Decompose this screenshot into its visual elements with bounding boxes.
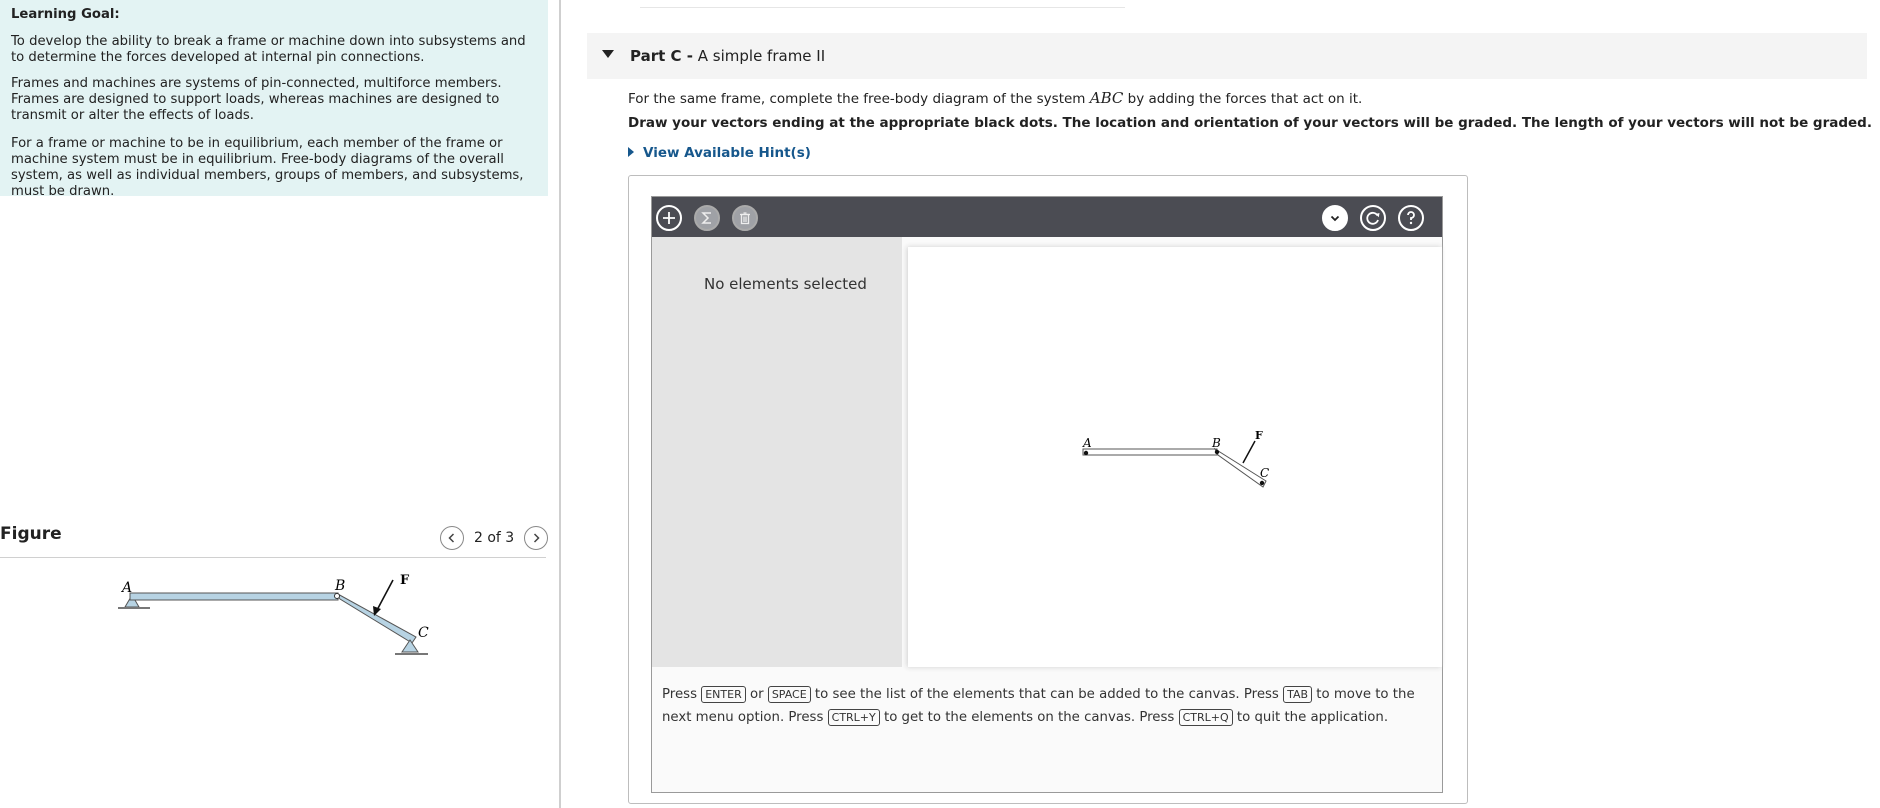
plus-icon [662,211,676,225]
pin-b [335,594,340,599]
help-text-5: to quit the application. [1236,710,1389,725]
no-selection-message: No elements selected [704,275,867,293]
learning-goal-paragraph-3: For a frame or machine to be in equilibrium, each member of the frame or machine system must be in equilibrium. Free-body diagrams of the overall system, as well as individual members, groups of members, and subsystems, must be drawn. [11,136,524,199]
chevron-down-icon [1329,212,1341,224]
instruction-text [628,89,1362,107]
key-space: SPACE [768,686,811,703]
fbd-toolbar [652,197,1442,237]
fbd-tool [628,175,1468,804]
figure-pager [440,526,548,550]
add-element-button[interactable] [656,205,682,231]
figure-title: Figure [0,524,62,544]
pin-support-c [402,640,418,652]
help-text-2: to see the list of the elements that can be added to the canvas. Press [814,687,1279,702]
force-f-arrowhead [373,606,381,616]
delete-button[interactable] [732,205,758,231]
drawing-canvas[interactable] [908,247,1442,667]
key-ctrl-q: CTRL+Q [1179,709,1233,726]
reset-icon [1365,210,1381,226]
learning-goal-box [0,0,548,199]
canvas-diagram [908,247,1442,667]
force-f-arrow [376,580,393,612]
next-figure-button[interactable] [524,526,548,550]
fbd-tool-inner [651,196,1443,793]
trash-icon [738,211,752,225]
help-text-4: to get to the elements on the canvas. Press [883,710,1175,725]
chevron-left-icon [447,533,457,543]
canvas-dot-c[interactable] [1260,481,1264,485]
key-enter: ENTER [701,686,746,703]
help-text-3: to move to the next menu option. Press [662,687,1415,725]
learning-goal-paragraph-2: Frames and machines are systems of pin-connected, multiforce members. Frames are designed to support loads, whereas machines are designed to transmit or alter the effects of loads. [11,76,502,123]
chevron-right-icon [531,533,541,543]
sum-button[interactable] [694,205,720,231]
key-tab: TAB [1283,686,1312,703]
member-ab [130,593,338,600]
canvas-label-f: F [1255,429,1263,442]
hint-link-text: View Available Hint(s) [643,145,811,161]
keyboard-help-text [662,683,1422,729]
previous-figure-button[interactable] [440,526,464,550]
instruction-prefix: For the same frame, complete the free-body diagram of the system [628,91,1086,107]
reset-button[interactable] [1360,205,1386,231]
instruction-bold: Draw your vectors ending at the appropriate black dots. The location and orientation of your vectors will be graded. The length of your vectors will not be graded. [628,115,1872,131]
canvas-label-a: A [1083,436,1092,450]
instruction-suffix: by adding the forces that act on it. [1127,91,1363,107]
member-bc [336,593,416,643]
help-text-or: or [749,687,764,702]
help-button[interactable] [1398,205,1424,231]
question-icon [1404,210,1418,226]
figure-label-f: F [400,573,410,588]
column-divider [559,0,561,808]
part-title [630,47,825,65]
canvas-member-bc [1215,449,1266,487]
options-dropdown-button[interactable] [1322,205,1348,231]
frame-figure [100,570,440,670]
help-text-1: Press [662,687,697,702]
selection-panel [652,237,902,667]
figure-label-a: A [122,580,133,596]
figure-divider [0,557,546,558]
expand-triangle-icon [628,147,634,157]
part-label: Part C - [630,47,693,65]
system-variable: ABC [1089,89,1124,107]
canvas-label-b: B [1212,436,1221,450]
view-hints-link[interactable] [628,145,811,161]
canvas-dot-a[interactable] [1084,451,1088,455]
canvas-label-c: C [1260,466,1270,480]
canvas-force-f [1243,441,1255,463]
part-name: A simple frame II [697,47,826,65]
sigma-icon [700,211,714,225]
figure-label-b: B [335,578,346,594]
figure-label-c: C [418,625,429,641]
canvas-dot-b[interactable] [1215,450,1219,454]
learning-goal-title: Learning Goal: [11,7,120,22]
key-ctrl-y: CTRL+Y [828,709,880,726]
left-panel [0,0,560,808]
learning-goal-paragraph-1: To develop the ability to break a frame or machine down into subsystems and to determine the forces developed at internal pin connections. [11,34,526,65]
collapse-caret-icon[interactable] [602,50,614,58]
top-rule [640,7,1125,8]
figure-page-count: 2 of 3 [474,530,515,546]
canvas-member-ab [1083,449,1217,455]
